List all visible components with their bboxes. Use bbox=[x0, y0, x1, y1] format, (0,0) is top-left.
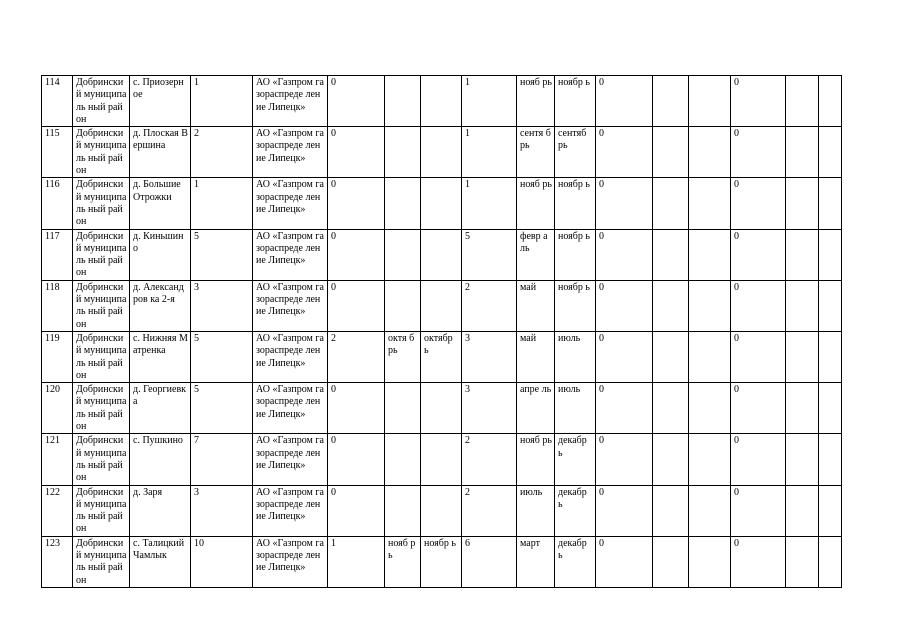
cell-organization: АО «Газпром газораспреде ление Липецк» bbox=[253, 434, 328, 485]
cell-extra-col-2 bbox=[819, 229, 842, 280]
table-row bbox=[42, 331, 842, 382]
cell-settlement: д. Большие Отрожки bbox=[130, 178, 191, 229]
cell-plan-count-4: 0 bbox=[731, 331, 786, 382]
cell-start-month-3 bbox=[653, 331, 689, 382]
cell-plan-count-1: 0 bbox=[328, 178, 385, 229]
cell-extra-col-1 bbox=[786, 280, 819, 331]
cell-extra-col-1 bbox=[786, 485, 819, 536]
cell-settlement: д. Георгиевка bbox=[130, 383, 191, 434]
cell-extra-col-1 bbox=[786, 331, 819, 382]
table-row bbox=[42, 178, 842, 229]
cell-organization: АО «Газпром газораспреде ление Липецк» bbox=[253, 280, 328, 331]
cell-settlement: д. Заря bbox=[130, 485, 191, 536]
cell-plan-count-1: 0 bbox=[328, 280, 385, 331]
cell-total-count: 3 bbox=[191, 280, 253, 331]
cell-end-month-2: декабр ь bbox=[555, 536, 596, 587]
cell-plan-count-2: 1 bbox=[462, 178, 517, 229]
cell-end-month-2: сентяб рь bbox=[555, 127, 596, 178]
cell-organization: АО «Газпром газораспреде ление Липецк» bbox=[253, 536, 328, 587]
cell-settlement: д. Плоская Вершина bbox=[130, 127, 191, 178]
cell-end-month-1: ноябр ь bbox=[421, 536, 462, 587]
cell-organization: АО «Газпром газораспреде ление Липецк» bbox=[253, 178, 328, 229]
cell-settlement: с. Талицкий Чамлык bbox=[130, 536, 191, 587]
cell-end-month-1 bbox=[421, 229, 462, 280]
cell-start-month-2: март bbox=[517, 536, 555, 587]
cell-plan-count-1: 2 bbox=[328, 331, 385, 382]
cell-plan-count-4: 0 bbox=[731, 485, 786, 536]
cell-extra-col-2 bbox=[819, 536, 842, 587]
cell-end-month-1 bbox=[421, 127, 462, 178]
cell-start-month-1 bbox=[385, 76, 421, 127]
cell-plan-count-3: 0 bbox=[596, 229, 653, 280]
cell-extra-col-2 bbox=[819, 434, 842, 485]
cell-extra-col-2 bbox=[819, 280, 842, 331]
cell-row-number: 120 bbox=[42, 383, 73, 434]
cell-end-month-1 bbox=[421, 434, 462, 485]
cell-total-count: 2 bbox=[191, 127, 253, 178]
cell-end-month-3 bbox=[689, 485, 731, 536]
cell-end-month-3 bbox=[689, 127, 731, 178]
cell-district: Добринский муниципаль ный район bbox=[73, 76, 130, 127]
cell-start-month-2: июль bbox=[517, 485, 555, 536]
cell-plan-count-3: 0 bbox=[596, 383, 653, 434]
cell-extra-col-1 bbox=[786, 178, 819, 229]
cell-end-month-2: июль bbox=[555, 383, 596, 434]
cell-end-month-3 bbox=[689, 76, 731, 127]
cell-start-month-3 bbox=[653, 383, 689, 434]
table-row bbox=[42, 229, 842, 280]
cell-plan-count-2: 3 bbox=[462, 331, 517, 382]
cell-start-month-1: октя брь bbox=[385, 331, 421, 382]
table-row bbox=[42, 434, 842, 485]
cell-end-month-1 bbox=[421, 280, 462, 331]
cell-district: Добринский муниципаль ный район bbox=[73, 178, 130, 229]
cell-plan-count-3: 0 bbox=[596, 178, 653, 229]
cell-extra-col-1 bbox=[786, 434, 819, 485]
cell-end-month-2: декабр ь bbox=[555, 434, 596, 485]
cell-plan-count-2: 6 bbox=[462, 536, 517, 587]
cell-plan-count-4: 0 bbox=[731, 229, 786, 280]
cell-plan-count-4: 0 bbox=[731, 383, 786, 434]
cell-row-number: 116 bbox=[42, 178, 73, 229]
table-row bbox=[42, 76, 842, 127]
cell-settlement: д. Киньшино bbox=[130, 229, 191, 280]
cell-extra-col-2 bbox=[819, 485, 842, 536]
cell-row-number: 119 bbox=[42, 331, 73, 382]
cell-plan-count-2: 3 bbox=[462, 383, 517, 434]
cell-end-month-2: ноябр ь bbox=[555, 280, 596, 331]
cell-end-month-3 bbox=[689, 178, 731, 229]
cell-organization: АО «Газпром газораспреде ление Липецк» bbox=[253, 485, 328, 536]
cell-row-number: 121 bbox=[42, 434, 73, 485]
cell-extra-col-2 bbox=[819, 331, 842, 382]
cell-district: Добринский муниципаль ный район bbox=[73, 229, 130, 280]
table-row bbox=[42, 536, 842, 587]
cell-plan-count-4: 0 bbox=[731, 76, 786, 127]
cell-end-month-1 bbox=[421, 383, 462, 434]
cell-start-month-1 bbox=[385, 383, 421, 434]
cell-start-month-3 bbox=[653, 536, 689, 587]
cell-settlement: с. Нижняя Матренка bbox=[130, 331, 191, 382]
cell-row-number: 118 bbox=[42, 280, 73, 331]
cell-organization: АО «Газпром газораспреде ление Липецк» bbox=[253, 127, 328, 178]
cell-plan-count-3: 0 bbox=[596, 76, 653, 127]
cell-start-month-3 bbox=[653, 127, 689, 178]
cell-plan-count-1: 0 bbox=[328, 383, 385, 434]
cell-plan-count-1: 0 bbox=[328, 229, 385, 280]
cell-plan-count-2: 2 bbox=[462, 485, 517, 536]
cell-extra-col-1 bbox=[786, 383, 819, 434]
table-row bbox=[42, 485, 842, 536]
cell-end-month-2: ноябр ь bbox=[555, 76, 596, 127]
cell-row-number: 117 bbox=[42, 229, 73, 280]
cell-start-month-2: нояб рь bbox=[517, 178, 555, 229]
cell-total-count: 10 bbox=[191, 536, 253, 587]
cell-plan-count-3: 0 bbox=[596, 331, 653, 382]
cell-organization: АО «Газпром газораспреде ление Липецк» bbox=[253, 229, 328, 280]
cell-start-month-2: нояб рь bbox=[517, 434, 555, 485]
cell-organization: АО «Газпром газораспреде ление Липецк» bbox=[253, 331, 328, 382]
cell-organization: АО «Газпром газораспреде ление Липецк» bbox=[253, 76, 328, 127]
cell-organization: АО «Газпром газораспреде ление Липецк» bbox=[253, 383, 328, 434]
cell-end-month-3 bbox=[689, 536, 731, 587]
cell-plan-count-2: 2 bbox=[462, 280, 517, 331]
cell-district: Добринский муниципаль ный район bbox=[73, 383, 130, 434]
cell-end-month-3 bbox=[689, 280, 731, 331]
cell-end-month-1: октябр ь bbox=[421, 331, 462, 382]
cell-total-count: 1 bbox=[191, 76, 253, 127]
cell-start-month-3 bbox=[653, 434, 689, 485]
cell-start-month-1 bbox=[385, 127, 421, 178]
gasification-table bbox=[41, 75, 842, 588]
cell-end-month-3 bbox=[689, 383, 731, 434]
cell-settlement: с. Пушкино bbox=[130, 434, 191, 485]
cell-extra-col-2 bbox=[819, 76, 842, 127]
cell-plan-count-1: 1 bbox=[328, 536, 385, 587]
cell-start-month-1 bbox=[385, 280, 421, 331]
cell-plan-count-4: 0 bbox=[731, 434, 786, 485]
table-row bbox=[42, 127, 842, 178]
cell-end-month-1 bbox=[421, 76, 462, 127]
cell-end-month-2: ноябр ь bbox=[555, 229, 596, 280]
cell-settlement: д. Александров ка 2-я bbox=[130, 280, 191, 331]
cell-start-month-3 bbox=[653, 280, 689, 331]
cell-plan-count-3: 0 bbox=[596, 127, 653, 178]
cell-row-number: 115 bbox=[42, 127, 73, 178]
cell-start-month-1 bbox=[385, 178, 421, 229]
cell-plan-count-4: 0 bbox=[731, 536, 786, 587]
cell-end-month-1 bbox=[421, 178, 462, 229]
cell-district: Добринский муниципаль ный район bbox=[73, 280, 130, 331]
cell-plan-count-2: 1 bbox=[462, 127, 517, 178]
cell-plan-count-3: 0 bbox=[596, 434, 653, 485]
cell-district: Добринский муниципаль ный район bbox=[73, 127, 130, 178]
cell-plan-count-3: 0 bbox=[596, 536, 653, 587]
cell-extra-col-2 bbox=[819, 178, 842, 229]
cell-total-count: 7 bbox=[191, 434, 253, 485]
cell-plan-count-1: 0 bbox=[328, 127, 385, 178]
table-row bbox=[42, 280, 842, 331]
cell-start-month-2: май bbox=[517, 280, 555, 331]
cell-plan-count-3: 0 bbox=[596, 485, 653, 536]
cell-end-month-3 bbox=[689, 331, 731, 382]
cell-plan-count-2: 1 bbox=[462, 76, 517, 127]
cell-plan-count-4: 0 bbox=[731, 280, 786, 331]
cell-end-month-2: ноябр ь bbox=[555, 178, 596, 229]
table-row bbox=[42, 383, 842, 434]
cell-plan-count-3: 0 bbox=[596, 280, 653, 331]
cell-end-month-2: июль bbox=[555, 331, 596, 382]
cell-row-number: 122 bbox=[42, 485, 73, 536]
cell-end-month-3 bbox=[689, 434, 731, 485]
cell-start-month-2: нояб рь bbox=[517, 76, 555, 127]
cell-district: Добринский муниципаль ный район bbox=[73, 331, 130, 382]
cell-start-month-3 bbox=[653, 485, 689, 536]
cell-total-count: 5 bbox=[191, 331, 253, 382]
cell-extra-col-1 bbox=[786, 536, 819, 587]
cell-district: Добринский муниципаль ный район bbox=[73, 536, 130, 587]
cell-row-number: 114 bbox=[42, 76, 73, 127]
cell-start-month-3 bbox=[653, 178, 689, 229]
cell-total-count: 5 bbox=[191, 229, 253, 280]
cell-start-month-1 bbox=[385, 434, 421, 485]
cell-start-month-1 bbox=[385, 229, 421, 280]
cell-end-month-1 bbox=[421, 485, 462, 536]
cell-start-month-2: сентя брь bbox=[517, 127, 555, 178]
cell-start-month-1 bbox=[385, 485, 421, 536]
cell-extra-col-1 bbox=[786, 76, 819, 127]
cell-start-month-2: май bbox=[517, 331, 555, 382]
cell-settlement: с. Приозерное bbox=[130, 76, 191, 127]
cell-plan-count-1: 0 bbox=[328, 434, 385, 485]
cell-district: Добринский муниципаль ный район bbox=[73, 485, 130, 536]
cell-plan-count-2: 5 bbox=[462, 229, 517, 280]
cell-row-number: 123 bbox=[42, 536, 73, 587]
cell-total-count: 1 bbox=[191, 178, 253, 229]
cell-end-month-2: декабр ь bbox=[555, 485, 596, 536]
cell-total-count: 3 bbox=[191, 485, 253, 536]
cell-end-month-3 bbox=[689, 229, 731, 280]
cell-extra-col-1 bbox=[786, 229, 819, 280]
cell-plan-count-1: 0 bbox=[328, 485, 385, 536]
cell-plan-count-2: 2 bbox=[462, 434, 517, 485]
cell-start-month-2: апре ль bbox=[517, 383, 555, 434]
cell-plan-count-1: 0 bbox=[328, 76, 385, 127]
cell-plan-count-4: 0 bbox=[731, 127, 786, 178]
cell-start-month-2: февр аль bbox=[517, 229, 555, 280]
cell-start-month-3 bbox=[653, 76, 689, 127]
cell-district: Добринский муниципаль ный район bbox=[73, 434, 130, 485]
cell-start-month-3 bbox=[653, 229, 689, 280]
cell-total-count: 5 bbox=[191, 383, 253, 434]
cell-plan-count-4: 0 bbox=[731, 178, 786, 229]
cell-extra-col-1 bbox=[786, 127, 819, 178]
cell-extra-col-2 bbox=[819, 383, 842, 434]
cell-extra-col-2 bbox=[819, 127, 842, 178]
cell-start-month-1: нояб рь bbox=[385, 536, 421, 587]
